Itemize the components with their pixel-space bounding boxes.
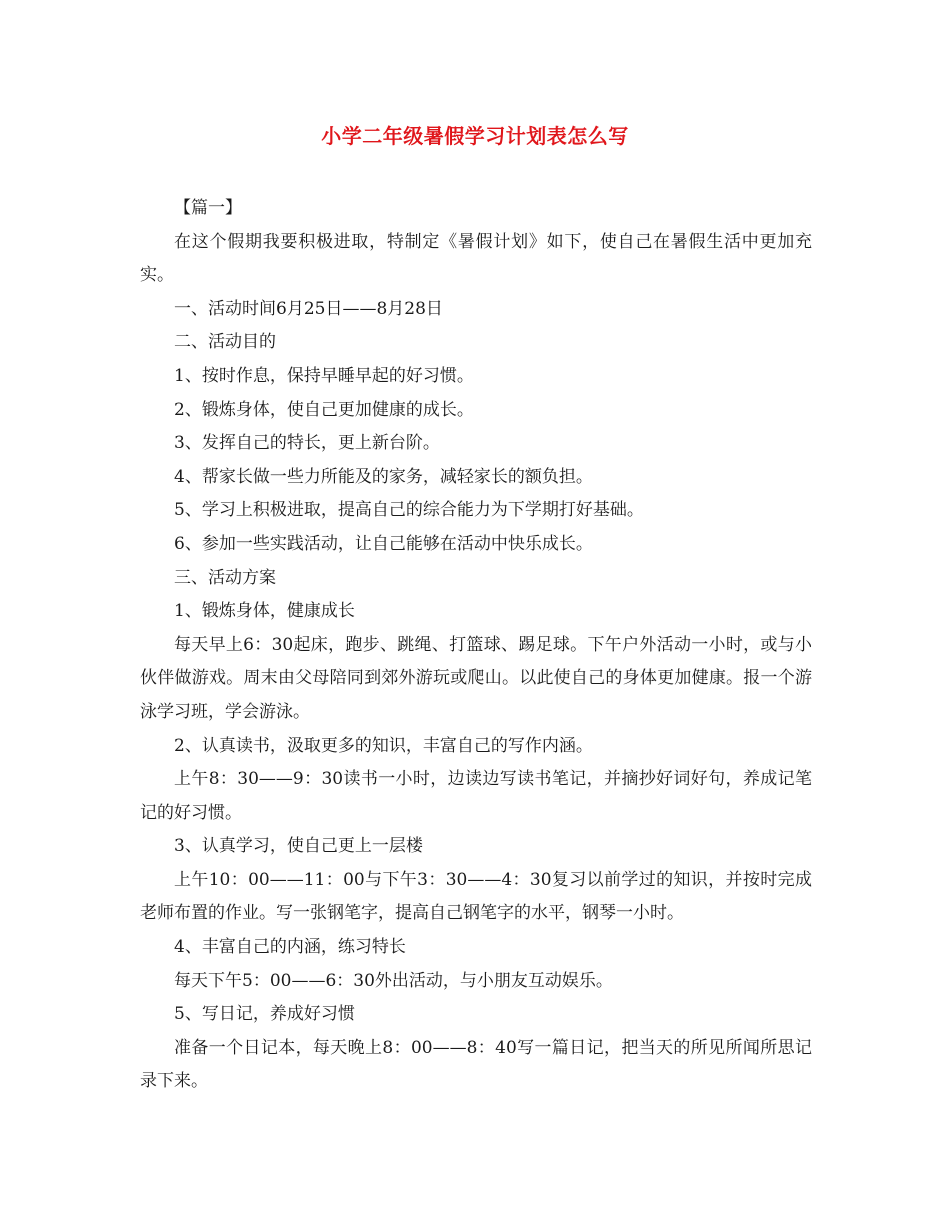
- paragraph: 3、认真学习，使自己更上一层楼: [174, 836, 423, 857]
- paragraph: 4、丰富自己的内涵，练习特长: [174, 937, 406, 958]
- paragraph: 上午8：30——9：30读书一小时，边读边写读书笔记，并摘抄好词好句，养成记笔记的好习惯。: [140, 769, 812, 823]
- paragraph: 5、学习上积极进取，提高自己的综合能力为下学期打好基础。: [174, 500, 644, 521]
- paragraph: 2、锻炼身体，使自己更加健康的成长。: [174, 399, 474, 420]
- paragraph: 一、活动时间6月25日——8月28日: [174, 298, 443, 319]
- paragraph: 准备一个日记本，每天晚上8：00——8：40写一篇日记，把当天的所见所闻所思记录下来。: [140, 1037, 812, 1092]
- paragraph: 每天下午5：00——6：30外出活动，与小朋友互动娱乐。: [174, 970, 613, 991]
- paragraph: 1、锻炼身体，健康成长: [174, 601, 355, 622]
- paragraph: 1、按时作息，保持早睡早起的好习惯。: [174, 365, 474, 386]
- section-heading: 【篇一】: [174, 198, 242, 218]
- paragraph: 上午10：00——11：00与下午3：30——4：30复习以前学过的知识，并按时完成老师布置的作业。写一张钢笔字，提高自己钢笔字的水平，钢琴一小时。: [140, 869, 812, 924]
- document-title: 小学二年级暑假学习计划表怎么写: [321, 124, 629, 148]
- document-body: [140, 192, 812, 1099]
- paragraph: 二、活动目的: [174, 332, 276, 353]
- paragraph: 3、发挥自己的特长，更上新台阶。: [174, 433, 440, 454]
- paragraph: 三、活动方案: [174, 567, 276, 588]
- paragraph: 4、帮家长做一些力所能及的家务，减轻家长的额负担。: [174, 466, 593, 487]
- paragraph: 2、认真读书，汲取更多的知识，丰富自己的写作内涵。: [174, 735, 593, 756]
- paragraph: 每天早上6：30起床，跑步、跳绳、打篮球、踢足球。下午户外活动一小时，或与小伙伴做游戏。周末由父母陪同到郊外游玩或爬山。以此使自己的身体更加健康。报一个游泳学习班，学会游泳。: [140, 634, 812, 722]
- paragraph: 6、参加一些实践活动，让自己能够在活动中快乐成长。: [174, 533, 593, 554]
- paragraph: 在这个假期我要积极进取，特制定《暑假计划》如下，使自己在暑假生活中更加充实。: [140, 231, 812, 286]
- paragraph: 5、写日记，养成好习惯: [174, 1004, 355, 1025]
